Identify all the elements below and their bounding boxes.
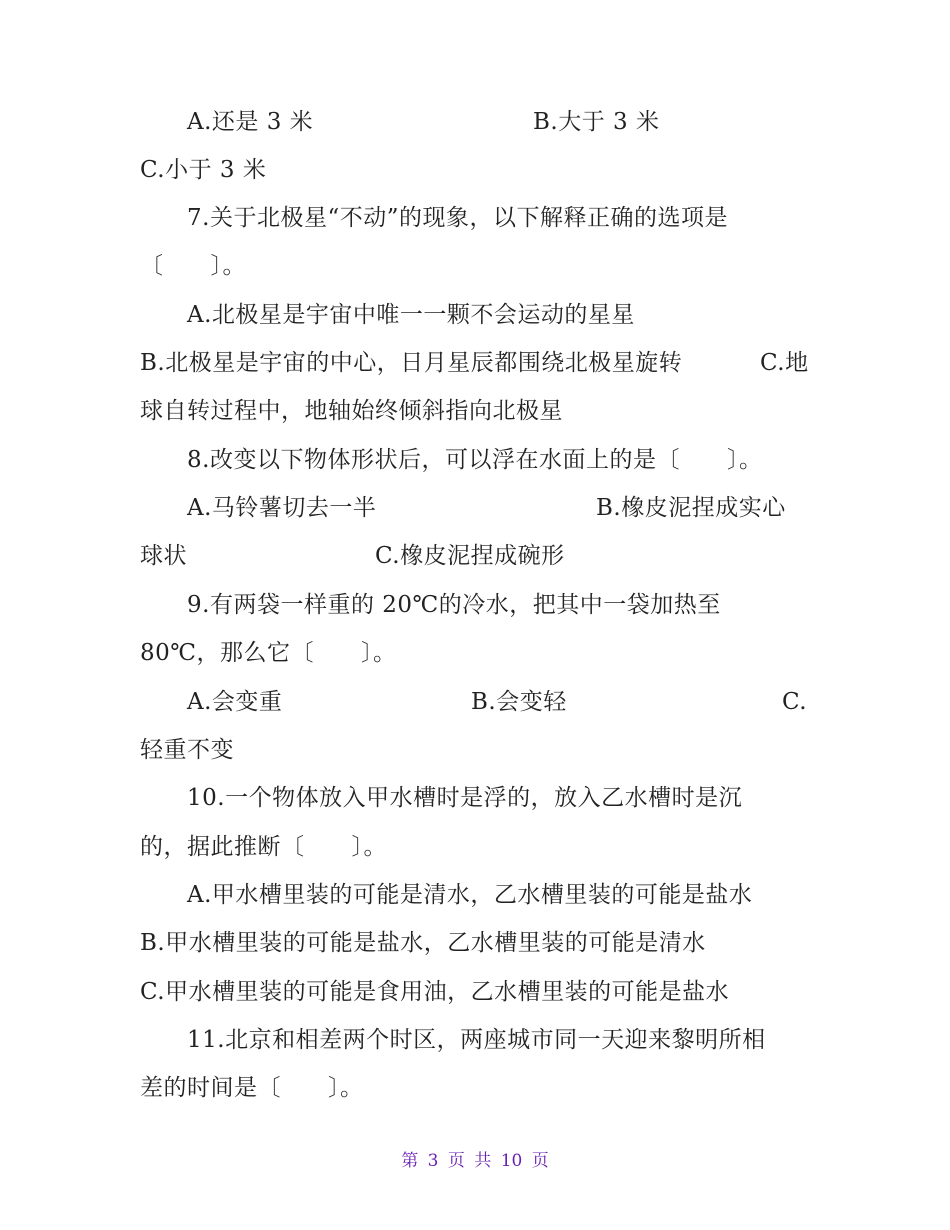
q6-option-b: B.大于 3 米 — [533, 109, 660, 135]
q9-option-c-start: C. — [782, 689, 808, 715]
q11-stem-line-1: 11.北京和相差两个时区，两座城市同一天迎来黎明所相 — [187, 1027, 766, 1053]
q7-option-c-cont: 球自转过程中，地轴始终倾斜指向北极星 — [140, 398, 563, 424]
q7-option-a: A.北极星是宇宙中唯一一颗不会运动的星星 — [187, 302, 635, 328]
q8-option-b-cont: 球状 — [140, 543, 187, 569]
q8-option-a: A.马铃薯切去一半 — [187, 495, 377, 521]
q9-option-a: A.会变重 — [187, 689, 283, 715]
q6-option-c: C.小于 3 米 — [140, 157, 267, 183]
q8-option-c: C.橡皮泥捏成碗形 — [375, 543, 565, 569]
q10-option-b: B.甲水槽里装的可能是盐水，乙水槽里装的可能是清水 — [140, 930, 706, 956]
q7-stem-line-1: 7.关于北极星“不动”的现象，以下解释正确的选项是 — [187, 205, 728, 231]
q7-option-c-start: C.地 — [760, 350, 809, 376]
q8-stem: 8.改变以下物体形状后，可以浮在水面上的是〔 〕。 — [187, 447, 763, 473]
q8-option-b-start: B.橡皮泥捏成实心 — [596, 495, 786, 521]
q10-stem-line-1: 10.一个物体放入甲水槽时是浮的，放入乙水槽时是沉 — [187, 785, 743, 811]
q11-stem-line-2: 差的时间是〔 〕。 — [140, 1075, 364, 1101]
q9-stem-line-2: 80℃，那么它〔 〕。 — [140, 640, 397, 666]
q6-option-a: A.还是 3 米 — [187, 109, 314, 135]
q10-option-a: A.甲水槽里装的可能是清水，乙水槽里装的可能是盐水 — [187, 882, 753, 908]
q9-option-c-cont: 轻重不变 — [140, 737, 234, 763]
q10-stem-line-2: 的，据此推断〔 〕。 — [140, 834, 387, 860]
q9-stem-line-1: 9.有两袋一样重的 20℃的冷水，把其中一袋加热至 — [187, 592, 721, 618]
q7-option-b: B.北极星是宇宙的中心，日月星辰都围绕北极星旋转 — [140, 350, 683, 376]
q10-option-c: C.甲水槽里装的可能是食用油，乙水槽里装的可能是盐水 — [140, 979, 730, 1005]
q7-stem-line-2: 〔 〕。 — [140, 253, 246, 279]
page-number-footer: 第 3 页 共 10 页 — [401, 1151, 549, 1171]
q9-option-b: B.会变轻 — [471, 689, 567, 715]
